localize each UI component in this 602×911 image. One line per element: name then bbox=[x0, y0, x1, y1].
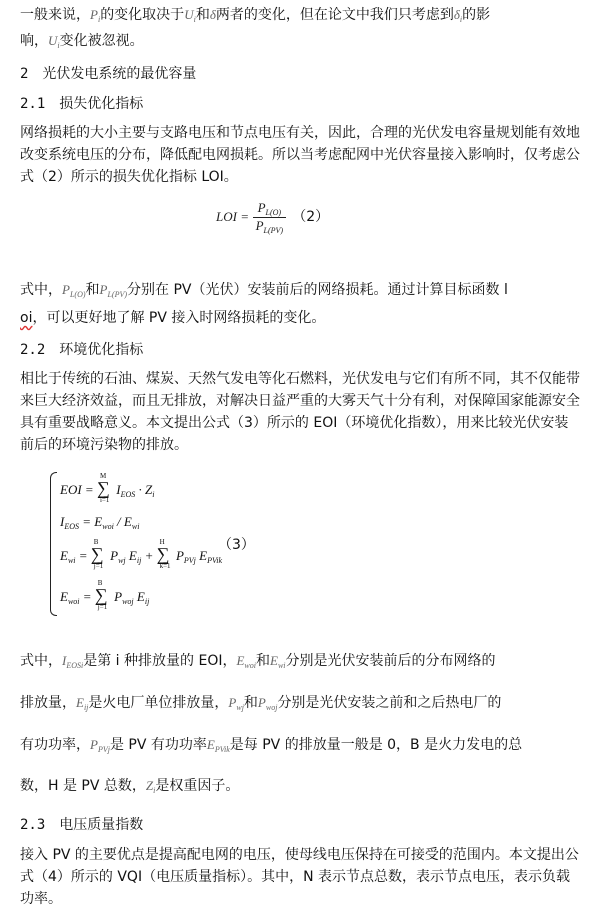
equation-2: LOI = $\frac{P_{L(O)}}{P_{L(PV)}}$ （2） bbox=[216, 200, 330, 235]
text: 分别在 PV（光伏）安装前后的网络损耗。通过计算目标函数 l bbox=[127, 282, 508, 298]
symbol-Eij: $E_{ij}$ bbox=[76, 695, 89, 712]
env-explain-line-1 bbox=[20, 650, 580, 677]
text: 是每 PV 的排放量一般是 0，B 是火力发电的总 bbox=[229, 737, 523, 753]
text: 的变化取决于 bbox=[100, 7, 185, 23]
vqi-paragraph: 接入 PV 的主要优点是提高配电网的电压，使母线电压保持在可接受的范围内。本文提出公式（4）所示的 VQI（电压质量指标）。其中，N 表示节点总数，表示节点电压，表示负载功率。 bbox=[20, 847, 579, 907]
section-heading-2-3: 2.3 电压质量指数 bbox=[20, 817, 144, 833]
symbol-Pwoj: $P_{woj}$ bbox=[257, 695, 278, 712]
text: 排放量， bbox=[20, 695, 76, 711]
text: 式中， bbox=[20, 653, 62, 669]
loss-explain-line-1 bbox=[20, 279, 580, 306]
symbol-PPVj: $P_{PVj}$ bbox=[90, 737, 110, 754]
symbol-IEOSi: $I_{EOSi}$ bbox=[62, 653, 84, 670]
text: 和 bbox=[243, 695, 258, 711]
section-heading-2: 2 光伏发电系统的最优容量 bbox=[20, 66, 197, 82]
symbol-Ui: $U_i$ bbox=[184, 7, 196, 24]
loss-paragraph: 网络损耗的大小主要与支路电压和节点电压有关，因此，合理的光伏发电容量规划能有效地改变系统电压的分布，降低配电网损耗。所以当考虑配网中光伏容量接入影响时，仅考虑公式（2）所示的损失优化指标 LOI。 bbox=[20, 125, 580, 185]
intro-line-1 bbox=[20, 4, 580, 31]
symbol-Ewi: $E_{wi}$ bbox=[269, 653, 286, 670]
text: 变化被忽视。 bbox=[59, 33, 144, 49]
text: 是火电厂单位排放量， bbox=[88, 695, 229, 711]
text: 是权重因子。 bbox=[155, 778, 240, 794]
intro-line-2 bbox=[20, 30, 580, 57]
symbol-Pi: $P_i$ bbox=[90, 7, 101, 24]
symbol-delta-i: $\delta_i$ bbox=[453, 7, 463, 24]
loss-explain-line-2 bbox=[20, 307, 580, 329]
eq3-line-3: $E_{wi}$ = ∑ B j=1 $P_{wj}$ $E_{ij}$ + ∑ H k=1 $P_{PVj}$ $E_{PVik}$ bbox=[60, 538, 223, 570]
section-heading-2-1: 2.1 损失优化指标 bbox=[20, 96, 144, 112]
symbol-delta: δ bbox=[209, 7, 216, 22]
symbol-EPVik: $E_{PVik}$ bbox=[206, 737, 230, 754]
eq2-lhs: LOI bbox=[216, 209, 237, 224]
symbol-Zi: $Z_i$ bbox=[145, 778, 156, 795]
symbol-PLPV: $P_{L(PV)}$ bbox=[99, 282, 128, 299]
env-explain-line-2 bbox=[20, 692, 580, 719]
eq2-fraction: $\frac{P_{L(O)}}{P_{L(PV)}}$ bbox=[253, 200, 287, 235]
text: 分别是光伏安装之前和之后热电厂的 bbox=[277, 695, 502, 711]
text: 和 bbox=[85, 282, 100, 298]
text: 分别是光伏安装前后的分布网络的 bbox=[285, 653, 496, 669]
text: 两者的变化，但在论文中我们只考虑到 bbox=[215, 7, 454, 23]
env-explain-line-4 bbox=[20, 775, 580, 802]
text: 有功功率， bbox=[20, 737, 90, 753]
text: 是 PV 有功功率 bbox=[109, 737, 207, 753]
eq3-line-2: $I_{EOS} = E_{woi} / E_{wi}$ bbox=[60, 514, 140, 531]
text: 和 bbox=[195, 7, 210, 23]
symbol-Ewoi: $E_{woi}$ bbox=[236, 653, 256, 670]
env-paragraph: 相比于传统的石油、煤炭、天然气发电等化石燃料，光伏发电与它们有所不同，其不仅能带来巨大经济效益，而且无排放，对解决日益严重的大雾天气十分有利，对保障国家能源安全具有重要战略意义。本文提出公式（3）所示的 EOI（环境优化指数），用来比较光伏安装前后的环境污染物的排放。 bbox=[20, 371, 580, 453]
text: 的影 bbox=[462, 7, 491, 23]
equation-3 bbox=[50, 470, 310, 618]
symbol-Ui: $U_i$ bbox=[48, 33, 60, 50]
text: ，可以更好地了解 PV 接入时网络损耗的变化。 bbox=[32, 310, 326, 326]
text: 响， bbox=[20, 33, 48, 49]
eq2-tag: （2） bbox=[292, 209, 330, 225]
env-explain-line-3 bbox=[20, 734, 580, 761]
symbol-PLO: $P_{L(O)}$ bbox=[62, 282, 86, 299]
spellcheck-text: oi bbox=[20, 310, 33, 326]
symbol-Pwj: $P_{wj}$ bbox=[228, 695, 244, 712]
eq3-line-1: EOI = ∑ M i=1 $I_{EOS} \cdot Z_i$ bbox=[60, 472, 155, 504]
eq3-line-4: $E_{woi}$ = ∑ B j=1 $P_{woj}$ $E_{ij}$ bbox=[60, 579, 150, 611]
text: 是第 i 种排放量的 EOI， bbox=[83, 653, 237, 669]
eq3-tag: （3） bbox=[218, 537, 255, 553]
equation-brace bbox=[50, 472, 57, 616]
text: 一般来说， bbox=[20, 7, 90, 23]
text: 数，H 是 PV 总数， bbox=[20, 778, 146, 794]
text: 式中， bbox=[20, 282, 62, 298]
text: 和 bbox=[255, 653, 270, 669]
section-heading-2-2: 2.2 环境优化指标 bbox=[20, 342, 144, 358]
